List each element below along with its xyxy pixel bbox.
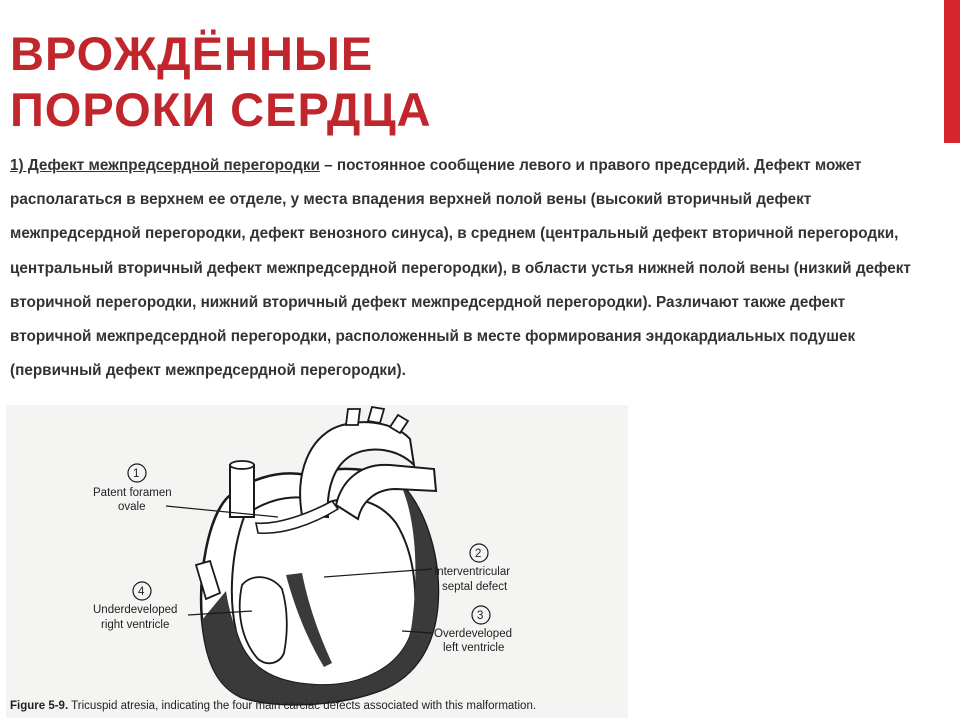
label-2-line-1: Interventricular: [434, 566, 511, 578]
paragraph-lead: 1) Дефект межпредсердной перегородки: [10, 157, 320, 174]
paragraph-rest: – постоянное сообщение левого и правого предсердий. Дефект может располагаться в верхнем ее отделе, у места впадения верхней полой вены (высокий вторичный дефект межпредсердной перегородки, дефект венозного синуса), в среднем (центральный дефект вторичной перегородки, центральный вторичный дефект межпредсердной перегородки), в области устья нижней полой вены (низкий дефект вторичной перегородки, нижний вторичный дефект межпредсердной перегородки). Различают также дефект вторичной межпредсердной перегородки, расположенный в месте формирования эндокардиальных подушек (первичный дефект межпредсердной перегородки).: [10, 157, 911, 380]
label-4-number: 4: [138, 586, 145, 598]
label-1-line-2: ovale: [118, 501, 146, 513]
label-3-line-2: left ventricle: [443, 642, 505, 654]
heart-diagram-figure: [6, 405, 628, 718]
aortic-branch-2: [368, 407, 384, 423]
label-4-line-2: right ventricle: [101, 619, 170, 631]
figure-caption: [10, 700, 536, 712]
figure-caption-number: Figure 5-9.: [10, 700, 69, 712]
label-3-number: 3: [477, 610, 484, 622]
figure-caption-text: Tricuspid atresia, indicating the four main carciac defects associated with this malformation.: [68, 700, 537, 712]
label-2-line-2: septal defect: [442, 581, 508, 593]
label-4-line-1: Underdeveloped: [93, 604, 178, 616]
superior-vena-cava: [230, 465, 254, 517]
aortic-branch-1: [346, 409, 360, 425]
accent-bar: [944, 0, 960, 143]
vena-cava-opening: [230, 461, 254, 469]
label-2-number: 2: [475, 548, 482, 560]
slide-title: [10, 26, 432, 138]
title-line-2: ПОРОКИ СЕРДЦА: [10, 83, 432, 136]
title-line-1: ВРОЖДЁННЫЕ: [10, 27, 374, 80]
label-1-line-1: Patent foramen: [93, 487, 172, 499]
body-paragraph: [10, 149, 930, 388]
heart-diagram: [6, 405, 628, 718]
label-3-line-1: Overdeveloped: [434, 628, 512, 640]
label-1-number: 1: [133, 468, 140, 480]
